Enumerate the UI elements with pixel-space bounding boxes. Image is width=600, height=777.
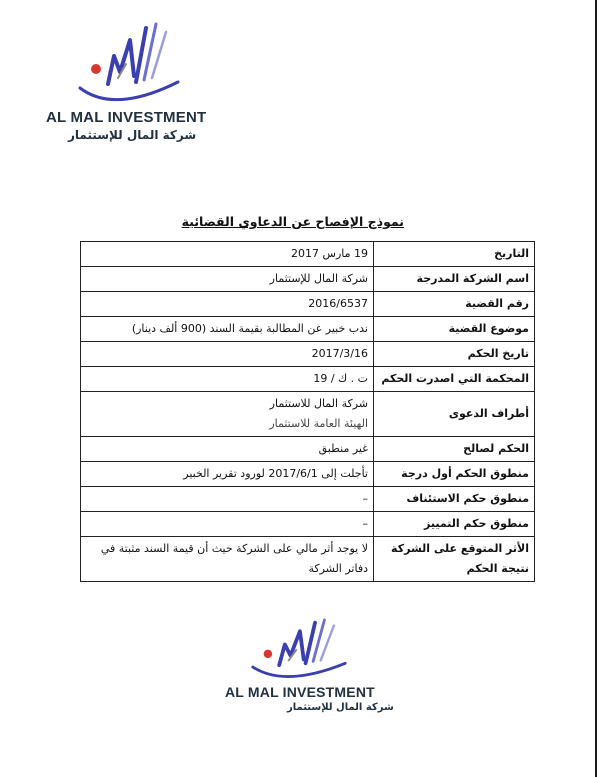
table-row <box>81 537 535 582</box>
row-value: ت . ك / 19 <box>81 367 374 392</box>
row-label: التاريخ <box>374 242 535 267</box>
table-row <box>81 367 535 392</box>
logo-arabic-name: شركة المال للإستثمار <box>68 128 197 142</box>
table-row <box>81 462 535 487</box>
row-label: المحكمة التي اصدرت الحكم <box>374 367 535 392</box>
row-value: 19 مارس 2017 <box>81 242 374 267</box>
row-label: منطوق حكم الاستئناف <box>374 487 535 512</box>
row-value: شركة المال للإستثمار <box>81 267 374 292</box>
row-value: – <box>81 512 374 537</box>
row-value: غير منطبق <box>81 437 374 462</box>
disclosure-table <box>80 241 535 582</box>
row-label: الأثر المتوقع على الشركة نتيجة الحكم <box>374 537 535 582</box>
row-value: 2016/6537 <box>81 292 374 317</box>
party-item: الهيئة العامة للاستثمار <box>269 417 368 430</box>
row-label: تاريخ الحكم <box>374 342 535 367</box>
party-item: شركة المال للاستثمار <box>269 397 368 410</box>
page-edge <box>595 0 597 777</box>
table-row <box>81 487 535 512</box>
row-value: لا يوجد أثر مالي على الشركة حيث أن قيمة السند مثبتة في دفاتر الشركة <box>81 537 374 582</box>
logo-mark-icon <box>247 618 351 684</box>
logo-english-name: AL MAL INVESTMENT <box>225 684 375 700</box>
table-row <box>81 437 535 462</box>
table-row <box>81 267 535 292</box>
row-label: الحكم لصالح <box>374 437 535 462</box>
row-value: – <box>81 487 374 512</box>
document-title: نموذج الإفصاح عن الدعاوي القضائية <box>181 214 404 229</box>
row-value: تأجلت إلى 2017/6/1 لورود تقرير الخبير <box>81 462 374 487</box>
logo-mark-icon <box>74 22 184 110</box>
table-row <box>81 292 535 317</box>
company-logo-top <box>46 22 206 147</box>
row-value-parties <box>81 392 374 437</box>
row-label: رقم القضية <box>374 292 535 317</box>
row-label: منطوق حكم التمييز <box>374 512 535 537</box>
row-value: ندب خبير عن المطالبة بقيمة السند (900 ألف دينار) <box>81 317 374 342</box>
table-row <box>81 242 535 267</box>
table-row <box>81 342 535 367</box>
logo-english-name: AL MAL INVESTMENT <box>46 109 207 126</box>
row-label: منطوق الحكم أول درجة <box>374 462 535 487</box>
row-label: موضوع القضية <box>374 317 535 342</box>
row-label: أطراف الدعوى <box>374 392 535 437</box>
table-row <box>81 392 535 437</box>
table-row <box>81 317 535 342</box>
table-row <box>81 512 535 537</box>
logo-arabic-name: شركة المال للإستثمار <box>287 702 394 713</box>
row-label: اسم الشركة المدرجة <box>374 267 535 292</box>
company-logo-bottom <box>225 618 394 718</box>
row-value: 2017/3/16 <box>81 342 374 367</box>
